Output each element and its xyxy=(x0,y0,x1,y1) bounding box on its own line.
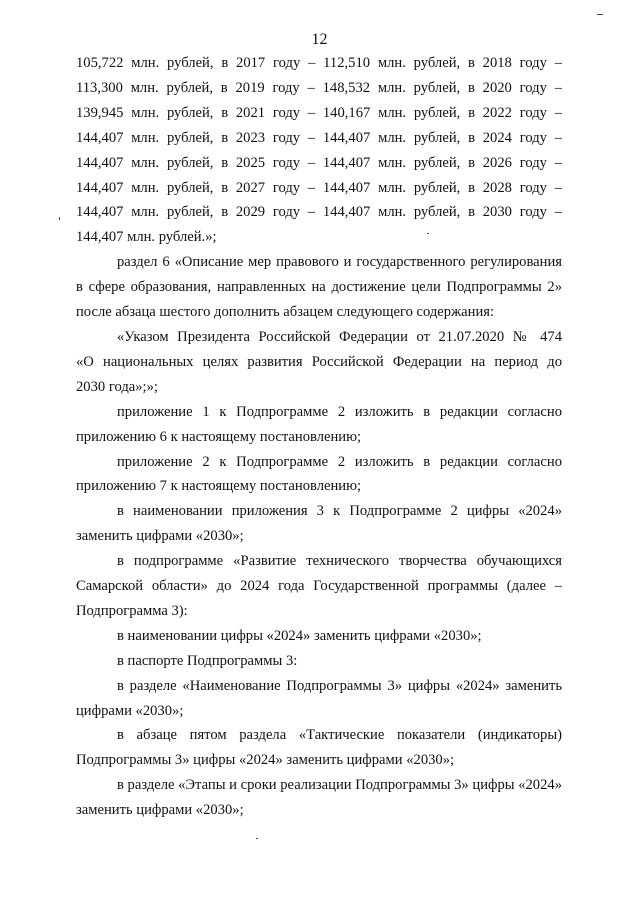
text-line: в подпрограмме «Развитие технического творчества обучающихся xyxy=(117,553,562,570)
text-line: 144,407 млн. рублей.»; xyxy=(76,229,217,246)
paragraph xyxy=(76,674,562,724)
text-line: заменить цифрами «2030»; xyxy=(76,802,244,819)
text-line: 113,300 млн. рублей, в 2019 году – 148,532 млн. рублей, в 2020 году – xyxy=(76,79,562,96)
text-line: в абзаце пятом раздела «Тактические показатели (индикаторы) xyxy=(117,727,562,744)
text-line: «Указом Президента Российской Федерации от 21.07.2020 № 474 xyxy=(117,328,562,345)
text-line: Самарской области» до 2024 года Государственной программы (далее – xyxy=(76,578,562,595)
text-line: в наименовании приложения 3 к Подпрограмме 2 цифры «2024» xyxy=(117,503,562,520)
text-line: заменить цифрами «2030»; xyxy=(76,528,244,545)
page-number: 12 xyxy=(311,31,328,48)
text-line: приложению 6 к настоящему постановлению; xyxy=(76,428,362,445)
text-line: цифрами «2030»; xyxy=(76,702,184,719)
text-line: 144,407 млн. рублей, в 2027 году – 144,407 млн. рублей, в 2028 году – xyxy=(76,179,562,196)
text-line: 139,945 млн. рублей, в 2021 году – 140,167 млн. рублей, в 2022 году – xyxy=(76,104,562,121)
text-line: приложение 1 к Подпрограмме 2 изложить в редакции согласно xyxy=(117,403,562,420)
paragraph xyxy=(76,549,562,624)
paragraph xyxy=(76,400,562,450)
scan-mark xyxy=(59,217,60,220)
scan-mark xyxy=(427,233,429,234)
paragraph xyxy=(76,773,562,823)
paragraph xyxy=(76,499,562,549)
text-line: в разделе «Наименование Подпрограммы 3» цифры «2024» заменить xyxy=(117,677,562,694)
paragraph xyxy=(76,723,562,773)
text-line: приложение 2 к Подпрограмме 2 изложить в редакции согласно xyxy=(117,453,562,470)
text-line: раздел 6 «Описание мер правового и государственного регулирования xyxy=(117,254,562,271)
text-line: в наименовании цифры «2024» заменить цифрами «2030»; xyxy=(117,627,482,644)
text-line: 144,407 млн. рублей, в 2023 году – 144,407 млн. рублей, в 2024 году – xyxy=(76,129,562,146)
text-line: 2030 года»;»; xyxy=(76,378,158,395)
text-line: приложению 7 к настоящему постановлению; xyxy=(76,478,362,495)
text-line: в сфере образования, направленных на достижение цели Подпрограммы 2» xyxy=(76,279,562,296)
paragraph xyxy=(76,325,562,400)
paragraph xyxy=(76,250,562,325)
scan-mark xyxy=(597,14,603,15)
scan-mark xyxy=(256,838,258,839)
document-body xyxy=(76,51,562,823)
text-line: Подпрограммы 3» цифры «2024» заменить цифрами «2030»; xyxy=(76,752,455,769)
paragraph xyxy=(76,51,562,250)
paragraph xyxy=(76,450,562,500)
paragraph xyxy=(76,649,562,674)
text-line: после абзаца шестого дополнить абзацем следующего содержания: xyxy=(76,304,495,321)
text-line: 144,407 млн. рублей, в 2025 году – 144,407 млн. рублей, в 2026 году – xyxy=(76,154,562,171)
text-line: Подпрограмма 3): xyxy=(76,602,188,619)
paragraph xyxy=(76,624,562,649)
text-line: в разделе «Этапы и сроки реализации Подпрограммы 3» цифры «2024» xyxy=(117,777,562,794)
text-line: «О национальных целях развития Российской Федерации на период до xyxy=(76,353,562,370)
text-line: в паспорте Подпрограммы 3: xyxy=(117,652,298,669)
text-line: 105,722 млн. рублей, в 2017 году – 112,510 млн. рублей, в 2018 году – xyxy=(76,55,562,71)
text-line: 144,407 млн. рублей, в 2029 году – 144,407 млн. рублей, в 2030 году – xyxy=(76,204,562,221)
